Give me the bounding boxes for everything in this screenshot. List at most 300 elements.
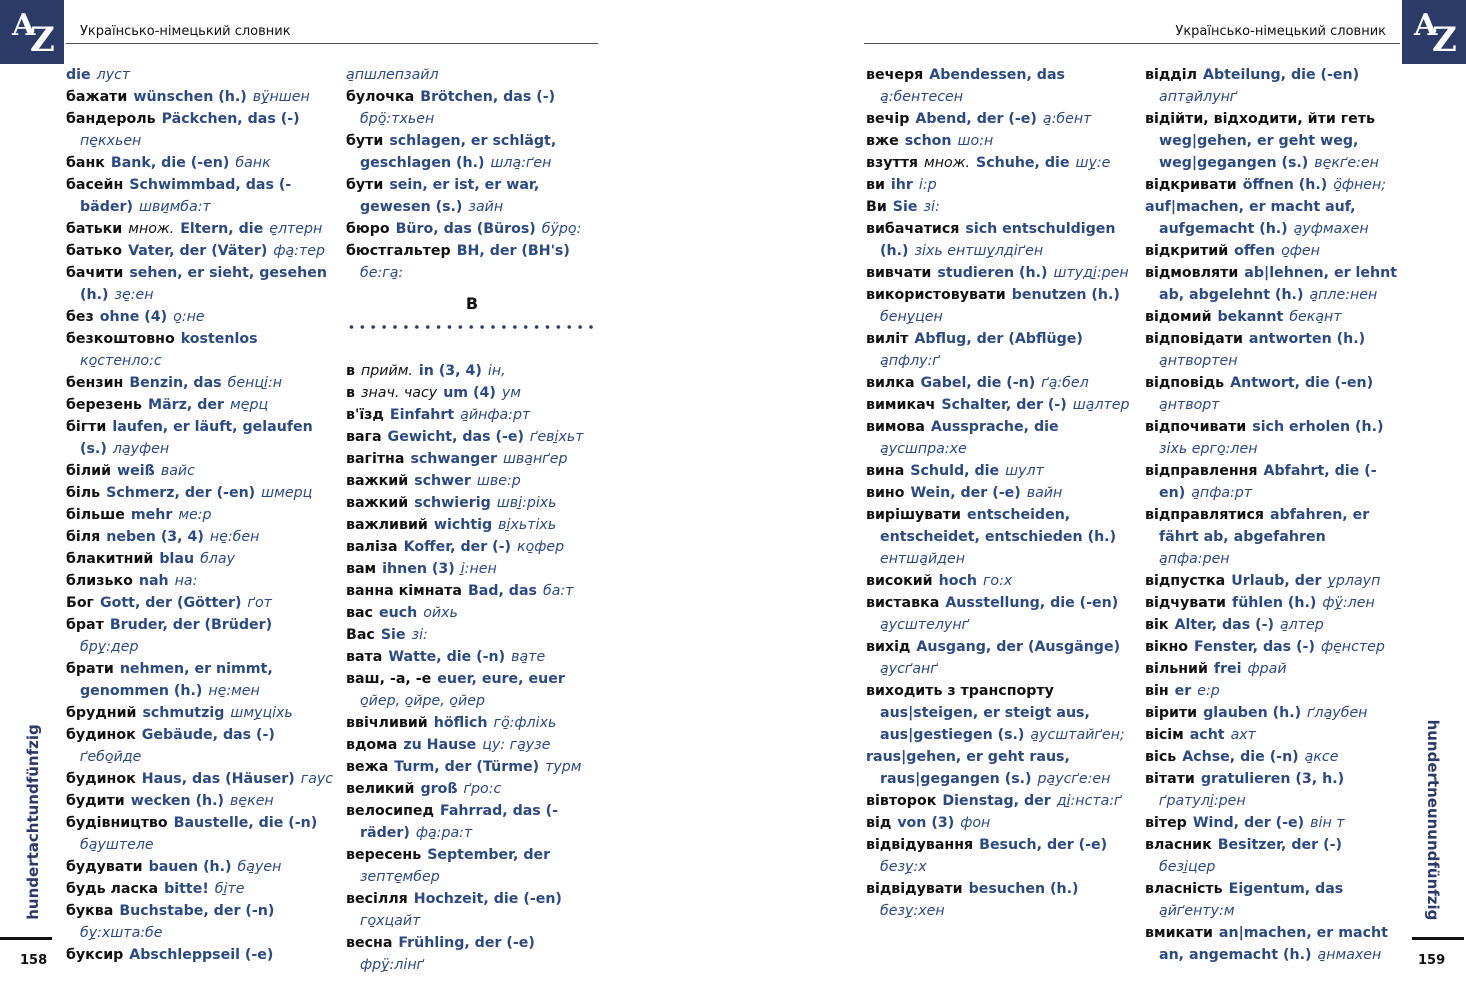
dictionary-entry — [1145, 174, 1400, 196]
transcription: ґа̱:бел — [1041, 375, 1089, 391]
german-translation: Antwort, die (-en) — [1230, 375, 1374, 391]
transcription: а̱лтер — [1279, 617, 1324, 633]
headword: ви — [866, 177, 885, 193]
dictionary-entry — [866, 570, 1136, 592]
transcription: бенці̱:н — [227, 375, 283, 391]
dictionary-entry — [346, 778, 598, 800]
dictionary-entry — [1145, 746, 1400, 768]
headword: відділ — [1145, 67, 1198, 83]
headword: вдома — [346, 737, 398, 753]
dictionary-entry — [866, 790, 1136, 812]
dictionary-entry — [346, 448, 598, 470]
transcription: шу̱:е — [1075, 155, 1111, 171]
headword: батьки — [66, 221, 123, 237]
transcription: штуді̱:рен — [1053, 265, 1129, 281]
dictionary-entry — [66, 526, 336, 548]
headword: вина — [866, 463, 905, 479]
header-rule-left — [66, 43, 598, 44]
page-number-words-left: hundertachtundfünfzig — [24, 724, 42, 920]
transcription: шо:н — [957, 133, 994, 149]
headword: булочка — [346, 89, 415, 105]
headword: ванна кімната — [346, 583, 462, 599]
headword: бензин — [66, 375, 124, 391]
dictionary-entry — [66, 790, 336, 812]
headword: вік — [1145, 617, 1169, 633]
dictionary-entry — [346, 536, 598, 558]
dictionary-entry — [346, 756, 598, 778]
headword: відповідати — [1145, 331, 1243, 347]
transcription: гаус — [300, 771, 334, 787]
logo-letter-a: A — [12, 8, 36, 43]
dictionary-entry — [346, 558, 598, 580]
headword: вже — [866, 133, 899, 149]
german-translation: Benzin, das — [129, 375, 222, 391]
page-number-left: 158 — [20, 953, 48, 968]
german-translation: Abendessen, das — [929, 67, 1065, 83]
transcription: зі: — [923, 199, 940, 215]
headword: будинок — [66, 771, 136, 787]
dictionary-entry — [66, 328, 336, 372]
headword: виліт — [866, 331, 909, 347]
grammar-note: множ. — [128, 221, 175, 237]
german-translation: ab|lehnen, er lehnt ab, abgelehnt (h.) — [1159, 265, 1397, 303]
headword: використовувати — [866, 287, 1006, 303]
german-translation: Schwimmbad, das (-bäder) — [80, 177, 292, 215]
grammar-note: прийм. — [360, 363, 413, 379]
german-translation: Gott, der (Götter) — [99, 595, 242, 611]
headword: ввічливий — [346, 715, 428, 731]
headword: бігти — [66, 419, 107, 435]
headword: вагітна — [346, 451, 405, 467]
transcription: а̱:бентесен — [880, 89, 964, 105]
dictionary-entry — [66, 944, 336, 966]
headword: відправлятися — [1145, 507, 1264, 523]
transcription: вайс — [160, 463, 195, 479]
german-translation: Ausgang, der (Ausgänge) — [916, 639, 1121, 655]
headword: взуття — [866, 155, 919, 171]
dictionary-entry — [66, 218, 336, 240]
dictionary-entry — [346, 602, 598, 624]
transcription: бека̱нт — [1289, 309, 1342, 325]
dictionary-entry — [1145, 922, 1400, 966]
transcription: він т — [1310, 815, 1345, 831]
headword: ваш, -а, -е — [346, 671, 432, 687]
german-translation: BH, der (BH's) — [456, 243, 570, 259]
headword: відповідь — [1145, 375, 1225, 391]
transcription: шве:р — [476, 473, 521, 489]
headword: виходить з транспорту — [866, 683, 1054, 699]
german-translation: Frühling, der (-e) — [398, 935, 535, 951]
running-header-left: Українсько-німецький словник — [80, 24, 291, 39]
transcription: шві̱:ріхь — [496, 495, 557, 511]
headword: валіза — [346, 539, 398, 555]
dictionary-entry — [866, 636, 1136, 680]
transcription: ба:т — [542, 583, 574, 599]
german-translation: Einfahrt — [389, 407, 455, 423]
headword: вата — [346, 649, 383, 665]
grammar-note: знач. часу — [360, 385, 438, 401]
dictionary-entry — [346, 360, 598, 382]
headword: вимова — [866, 419, 925, 435]
german-translation: Bank, die (-en) — [110, 155, 230, 171]
headword: Вас — [346, 627, 375, 643]
german-translation: die — [66, 67, 91, 83]
transcription: зі: — [411, 627, 428, 643]
dictionary-entry — [1145, 724, 1400, 746]
dictionary-entry — [346, 646, 598, 668]
german-translation: Sie — [892, 199, 918, 215]
transcription: ме:р — [178, 507, 212, 523]
dictionary-entry — [1145, 658, 1400, 680]
transcription: а̱усґанґ — [880, 661, 938, 677]
transcription: ва̱те — [511, 649, 546, 665]
dictionary-entry — [66, 416, 336, 460]
entries-column-2 — [346, 64, 598, 976]
headword: березень — [66, 397, 142, 413]
headword: відкривати — [1145, 177, 1237, 193]
german-translation: Schmerz, der (-en) — [106, 485, 256, 501]
dictionary-entry — [1145, 240, 1400, 262]
entries-column-3 — [866, 64, 1136, 922]
dictionary-entry — [1145, 834, 1400, 878]
headword: вітер — [1145, 815, 1187, 831]
section-letter: В — [465, 294, 479, 313]
german-translation: Abflug, der (Abflüge) — [914, 331, 1083, 347]
headword: біля — [66, 529, 101, 545]
transcription: пе̱кхьен — [80, 133, 142, 149]
transcription: фа̱:тер — [273, 243, 325, 259]
headword: будівництво — [66, 815, 168, 831]
dictionary-logo-right — [1402, 0, 1466, 64]
dictionary-entry — [1145, 812, 1400, 834]
transcription: блау — [200, 551, 235, 567]
dictionary-entry — [66, 592, 336, 614]
transcription: фа̱:ра:т — [415, 825, 473, 841]
headword: брат — [66, 617, 104, 633]
transcription: а̱уфмахен — [1293, 221, 1369, 237]
transcription: ба̱уен — [237, 859, 282, 875]
dictionary-entry — [1145, 196, 1400, 240]
german-translation: antworten (h.) — [1248, 331, 1366, 347]
running-header-right: Українсько-німецький словник — [1175, 24, 1386, 39]
transcription: а̱нтворт — [1159, 397, 1220, 413]
dictionary-entry — [346, 240, 598, 284]
transcription: бену̱цен — [880, 309, 943, 325]
transcription: шла̱:ґен — [490, 155, 552, 171]
transcription: а̱усштайґен; — [1030, 727, 1125, 743]
headword: в — [346, 363, 355, 379]
headword: бути — [346, 133, 384, 149]
dictionary-entry — [66, 262, 336, 306]
transcription: о̱фен — [1281, 243, 1320, 259]
transcription: ве̱кен — [230, 793, 274, 809]
dictionary-entry — [1145, 328, 1400, 372]
transcription: не̱:мен — [208, 683, 260, 699]
german-translation: Eigentum, das — [1228, 881, 1344, 897]
german-translation: um (4) — [443, 385, 496, 401]
german-translation: Gabel, die (-n) — [920, 375, 1036, 391]
german-translation: Haus, das (Häuser) — [141, 771, 295, 787]
headword: велосипед — [346, 803, 434, 819]
german-translation: bekannt — [1217, 309, 1284, 325]
dictionary-entry — [1145, 614, 1400, 636]
dictionary-entry — [346, 734, 598, 756]
headword: без — [66, 309, 94, 325]
dictionary-entry — [1145, 460, 1400, 504]
dictionary-entry — [66, 658, 336, 702]
dictionary-entry — [866, 152, 1136, 174]
transcription: ґот — [247, 595, 272, 611]
section-divider-dots — [346, 316, 598, 338]
dictionary-entry — [866, 130, 1136, 152]
german-translation: wichtig — [433, 517, 493, 533]
transcription: аптa̱йлунґ — [1159, 89, 1238, 105]
transcription: ко̱стенло:с — [80, 353, 162, 369]
transcription: шви̱мба:т — [139, 199, 211, 215]
headword: від — [866, 815, 892, 831]
german-translation: schon — [904, 133, 952, 149]
dictionary-entry — [866, 592, 1136, 636]
dictionary-entry — [66, 152, 336, 174]
dictionary-entry — [66, 768, 336, 790]
german-translation: schwer — [414, 473, 471, 489]
dictionary-entry — [1145, 262, 1400, 306]
headword: бюро — [346, 221, 390, 237]
german-translation: kostenlos — [180, 331, 258, 347]
german-translation: Abschleppseil (-e) — [129, 947, 274, 963]
german-translation: nah — [138, 573, 169, 589]
german-translation: Turm, der (Türme) — [394, 759, 540, 775]
german-translation: fühlen (h.) — [1232, 595, 1317, 611]
headword: весілля — [346, 891, 408, 907]
dictionary-entry — [346, 174, 598, 218]
headword: вам — [346, 561, 377, 577]
dictionary-entry — [346, 624, 598, 646]
transcription: брӧ̱:тхьен — [360, 111, 435, 127]
german-translation: Wind, der (-e) — [1192, 815, 1305, 831]
transcription: бӱро̱: — [541, 221, 582, 237]
dictionary-entry — [346, 404, 598, 426]
transcription: турм — [545, 759, 582, 775]
headword: буксир — [66, 947, 124, 963]
transcription: не̱:бен — [209, 529, 260, 545]
headword: високий — [866, 573, 933, 589]
dictionary-entry — [66, 724, 336, 768]
transcription: а̱пфлу:ґ — [880, 353, 940, 369]
headword: він — [1145, 683, 1169, 699]
german-translation: Gebäude, das (-) — [141, 727, 275, 743]
german-translation: Achse, die (-n) — [1182, 749, 1299, 765]
headword: вересень — [346, 847, 422, 863]
dictionary-entry — [66, 856, 336, 878]
dictionary-entry — [1145, 306, 1400, 328]
dictionary-entry — [66, 482, 336, 504]
german-translation: sich erholen (h.) — [1252, 419, 1384, 435]
german-translation: studieren (h.) — [937, 265, 1048, 281]
german-translation: öffnen (h.) — [1242, 177, 1328, 193]
headword: вмикати — [1145, 925, 1213, 941]
headword: Ви — [866, 199, 887, 215]
transcription: го:х — [982, 573, 1013, 589]
dictionary-entry — [66, 86, 336, 108]
german-translation: Watte, die (-n) — [388, 649, 506, 665]
dictionary-entry — [866, 108, 1136, 130]
headword: відпочивати — [1145, 419, 1247, 435]
transcription: зіхь ентшу̱лдіґен — [914, 243, 1044, 259]
headword: басейн — [66, 177, 124, 193]
german-translation: Abend, der (-e) — [915, 111, 1037, 127]
dictionary-entry — [866, 416, 1136, 460]
german-translation: Hochzeit, die (-en) — [413, 891, 562, 907]
dictionary-entry — [866, 218, 1136, 262]
dictionary-entry — [866, 284, 1136, 328]
transcription: ум — [501, 385, 521, 401]
headword: брати — [66, 661, 114, 677]
german-translation: Bruder, der (Brüder) — [109, 617, 273, 633]
dictionary-entry — [66, 570, 336, 592]
german-translation: Sie — [380, 627, 406, 643]
headword: відпустка — [1145, 573, 1226, 589]
headword: вино — [866, 485, 905, 501]
footer-rule-left — [0, 937, 52, 940]
german-translation: September, der — [427, 847, 551, 863]
german-translation: Vater, der (Väter) — [128, 243, 268, 259]
german-translation: Abfahrt, die (-en) — [1159, 463, 1377, 501]
transcription: шва̱нґер — [502, 451, 568, 467]
german-translation: euch — [378, 605, 418, 621]
german-translation: gratulieren (3, h.) — [1200, 771, 1345, 787]
transcription: фрай — [1247, 661, 1287, 677]
german-translation: schwierig — [414, 495, 491, 511]
german-translation: Besuch, der (-e) — [979, 837, 1108, 853]
headword: великий — [346, 781, 415, 797]
transcription: ґратулі̱:рен — [1159, 793, 1246, 809]
headword: відійти, відходити, йти геть — [1145, 111, 1375, 127]
german-translation: acht — [1189, 727, 1225, 743]
transcription: у̱рлауп — [1327, 573, 1381, 589]
headword: вікно — [1145, 639, 1189, 655]
dictionary-entry — [66, 394, 336, 416]
transcription: ойхь — [423, 605, 458, 621]
dictionary-entry — [866, 64, 1136, 108]
dictionary-entry — [66, 548, 336, 570]
transcription: ін, — [487, 363, 506, 379]
dictionary-entry — [866, 504, 1136, 570]
transcription: а̱усштелунґ — [880, 617, 970, 633]
dictionary-entry — [66, 460, 336, 482]
german-translation: glauben (h.) — [1203, 705, 1302, 721]
transcription: ґро:с — [463, 781, 502, 797]
german-translation: hoch — [938, 573, 977, 589]
headword: важкий — [346, 495, 409, 511]
transcription: і:р — [918, 177, 937, 193]
dictionary-entry — [346, 932, 598, 976]
transcription: а̱йнфа:рт — [460, 407, 531, 423]
dictionary-entry — [346, 888, 598, 932]
german-translation: neben (3, 4) — [106, 529, 204, 545]
transcription: шму̱ціхь — [230, 705, 293, 721]
german-translation: Koffer, der (-) — [403, 539, 512, 555]
german-translation: weiß — [117, 463, 155, 479]
dictionary-entry — [66, 504, 336, 526]
german-translation: ohne (4) — [99, 309, 168, 325]
german-translation: wecken (h.) — [130, 793, 225, 809]
dictionary-entry — [346, 800, 598, 844]
dictionary-entry — [866, 196, 1136, 218]
headword: важливий — [346, 517, 428, 533]
footer-rule-right — [1412, 937, 1464, 940]
german-translation: Brötchen, das (-) — [420, 89, 556, 105]
german-translation: Gewicht, das (-e) — [387, 429, 524, 445]
german-translation: weg|gehen, er geht weg, weg|gegangen (s.) — [1159, 133, 1359, 171]
headword: вивчати — [866, 265, 932, 281]
transcription: а̱пфа:рт — [1191, 485, 1253, 501]
transcription: зепте̱мбер — [360, 869, 440, 885]
transcription: ґеві̱хьт — [530, 429, 584, 445]
german-translation: sehen, er sieht, gesehen (h.) — [80, 265, 327, 303]
transcription: шмерц — [261, 485, 313, 501]
headword: весна — [346, 935, 393, 951]
headword: батько — [66, 243, 123, 259]
dictionary-entry — [66, 64, 336, 86]
headword: вихід — [866, 639, 911, 655]
dictionary-entry — [66, 306, 336, 328]
german-translation: wünschen (h.) — [133, 89, 247, 105]
transcription: о̱:не — [173, 309, 205, 325]
german-translation: Baustelle, die (-n) — [173, 815, 318, 831]
german-translation: Schuld, die — [910, 463, 1000, 479]
dictionary-entry — [1145, 504, 1400, 570]
headword: відкритий — [1145, 243, 1229, 259]
headword: безкоштовно — [66, 331, 175, 347]
dictionary-entry — [346, 514, 598, 536]
dictionary-entry — [1145, 570, 1400, 592]
german-translation: benutzen (h.) — [1011, 287, 1120, 303]
headword: в — [346, 385, 355, 401]
transcription: ша̱лтер — [1072, 397, 1130, 413]
dictionary-entry — [1145, 878, 1400, 922]
headword: вісь — [1145, 749, 1177, 765]
headword: вежа — [346, 759, 389, 775]
transcription: ді̱:нста:ґ — [1056, 793, 1122, 809]
german-translation: Urlaub, der — [1231, 573, 1322, 589]
transcription: і̱:нен — [460, 561, 497, 577]
dictionary-entry — [66, 108, 336, 152]
transcription: банк — [235, 155, 271, 171]
grammar-note: множ. — [924, 155, 970, 171]
dictionary-entry — [66, 372, 336, 394]
transcription: а̱нмахен — [1317, 947, 1382, 963]
transcription: го̱хцайт — [360, 913, 421, 929]
transcription: бру̱:дер — [80, 639, 139, 655]
headword: вибачатися — [866, 221, 960, 237]
page-number-words-right: hundertneunundfünfzig — [1424, 719, 1442, 921]
headword: більше — [66, 507, 125, 523]
headword: будь ласка — [66, 881, 159, 897]
dictionary-entry — [346, 668, 598, 712]
dictionary-entry — [346, 492, 598, 514]
german-translation: laufen, er läuft, gelaufen (s.) — [80, 419, 313, 457]
headword: відчувати — [1145, 595, 1227, 611]
transcription: ахт — [1230, 727, 1256, 743]
headword: вільний — [1145, 661, 1208, 677]
dictionary-entry — [1145, 372, 1400, 416]
headword: вас — [346, 605, 373, 621]
headword: відмовляти — [1145, 265, 1239, 281]
german-translation: Schalter, der (-) — [941, 397, 1067, 413]
headword: будувати — [66, 859, 143, 875]
transcription: фе̱нстер — [1320, 639, 1385, 655]
